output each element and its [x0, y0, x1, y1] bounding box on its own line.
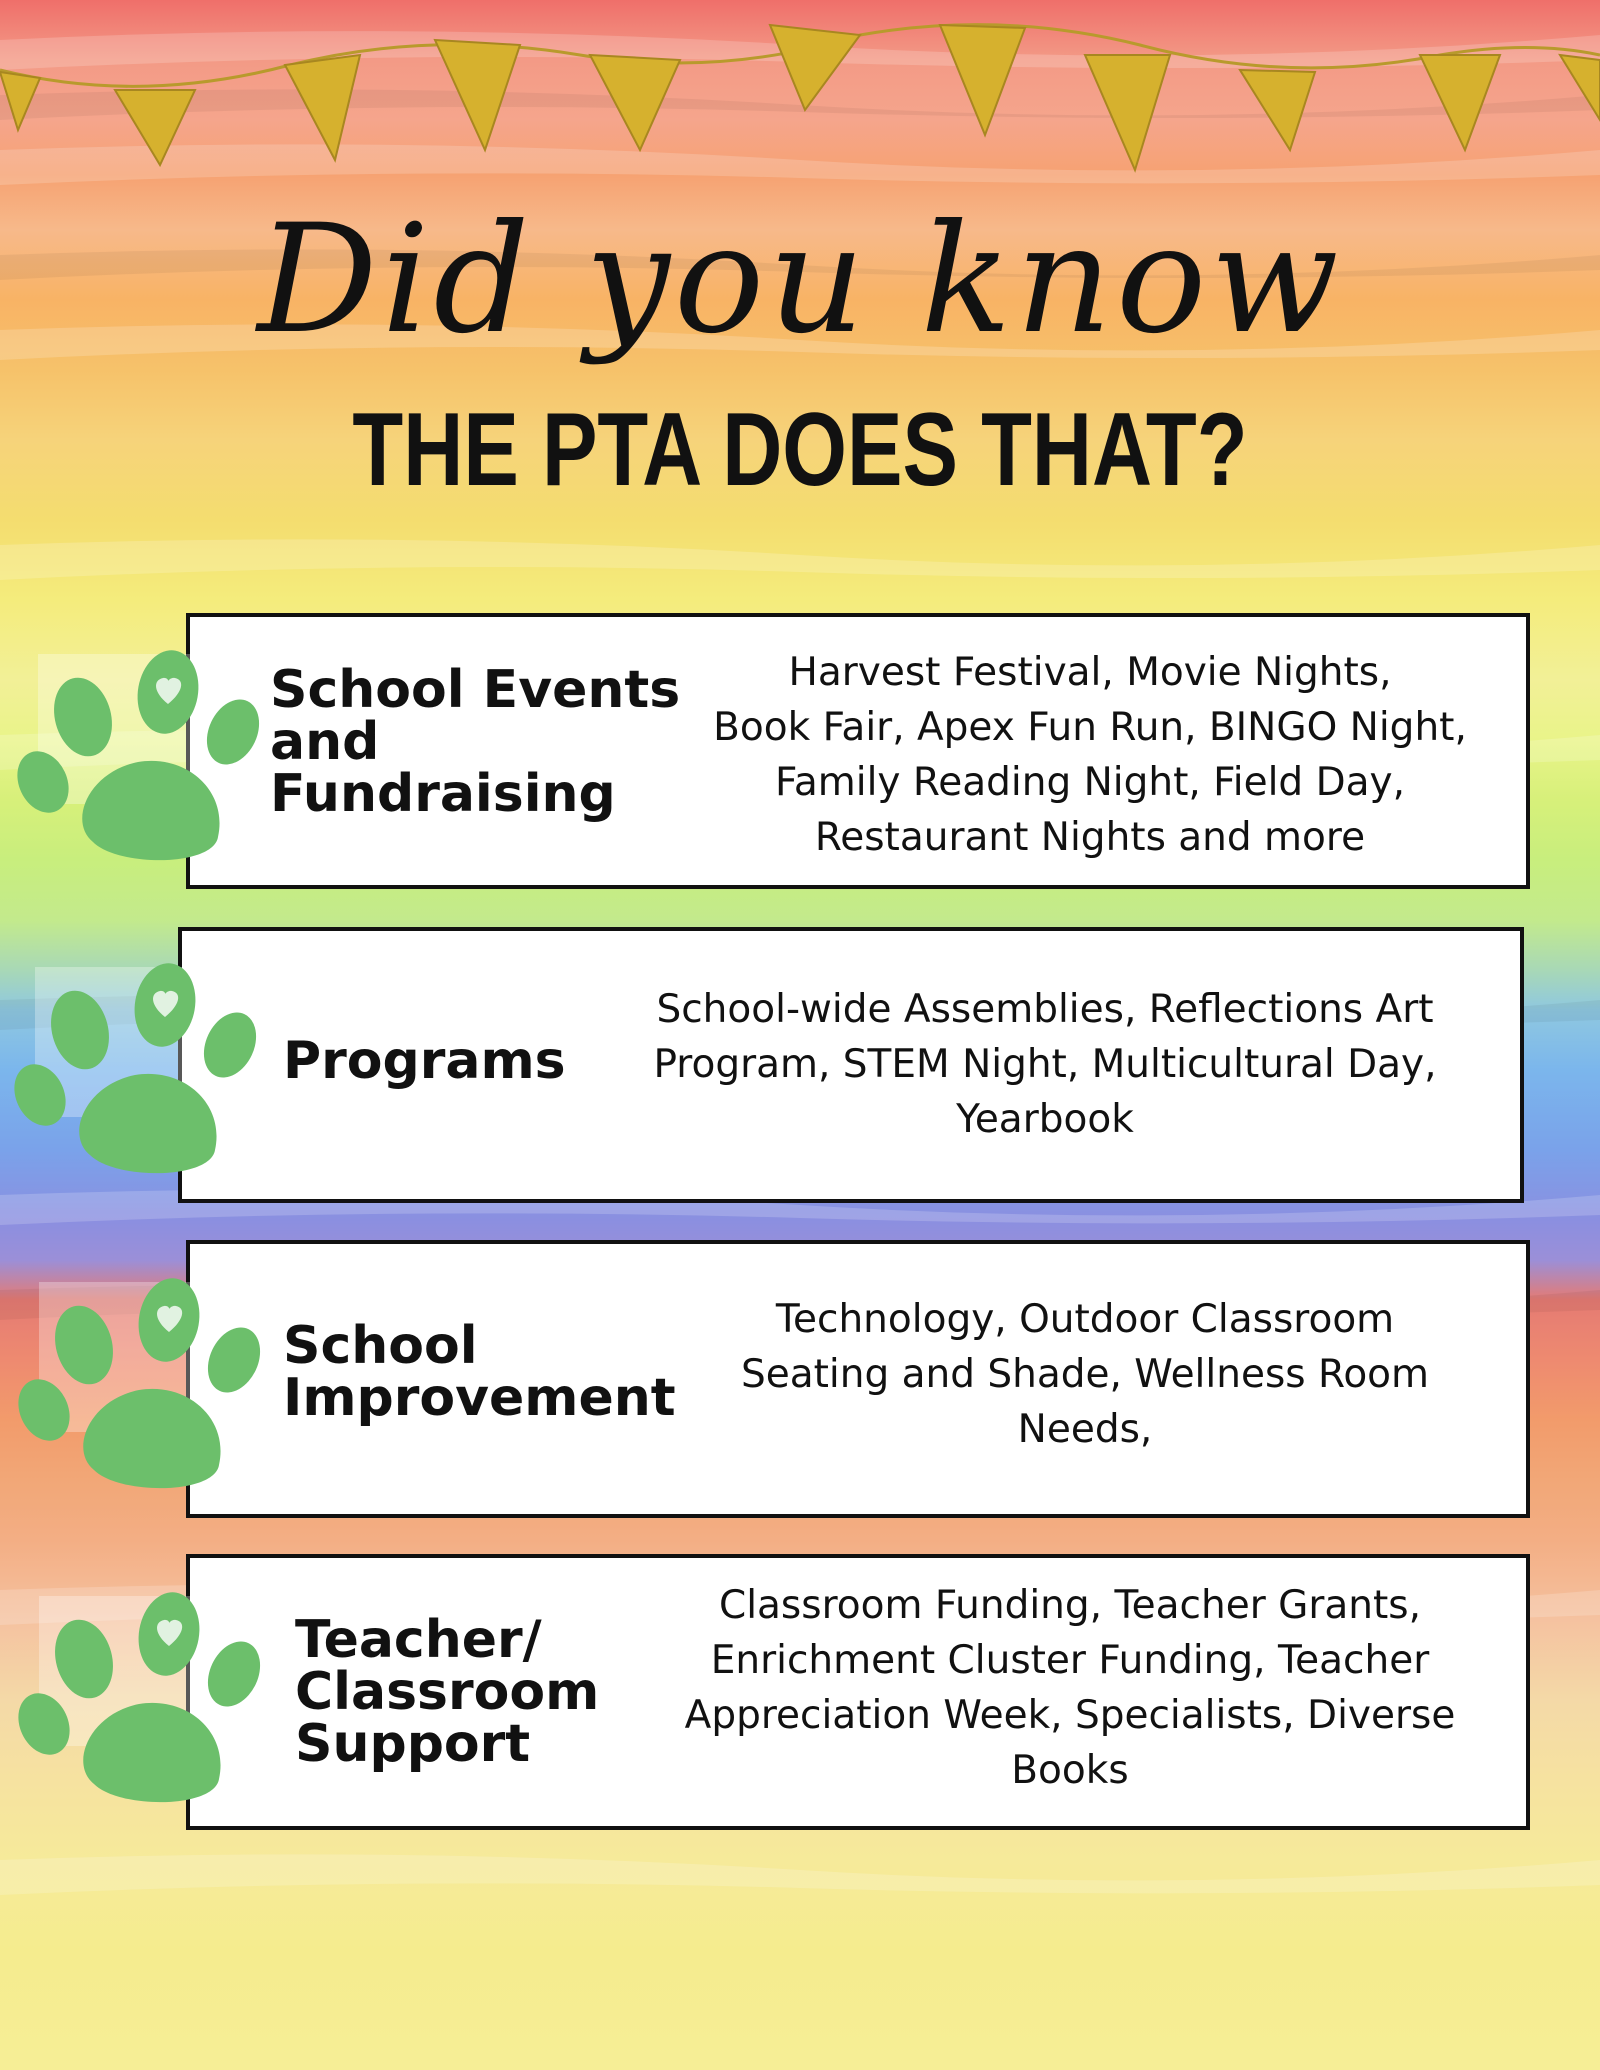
description-line: Family Reading Night, Field Day, [775, 760, 1405, 805]
card-description [695, 1292, 1475, 1457]
card-description [640, 1578, 1500, 1798]
card-label: Programs [283, 1031, 566, 1091]
description-line: Book Fair, Apex Fun Run, BINGO Night, [713, 705, 1467, 750]
description-line: Restaurant Nights and more [814, 815, 1366, 860]
description-line: Program, STEM Night, Multicultural Day, [653, 1042, 1437, 1087]
description-line: Books [1011, 1748, 1129, 1793]
card-description [665, 645, 1515, 865]
description-line: Appreciation Week, Specialists, Diverse [684, 1693, 1456, 1738]
description-line: Yearbook [956, 1097, 1134, 1142]
card-label: Teacher/ Classroom Support [295, 1610, 600, 1774]
description-line: Needs, [1017, 1407, 1153, 1452]
card-label: School Events and Fundraising [270, 660, 681, 824]
description-line: Technology, Outdoor Classroom [775, 1297, 1395, 1342]
gold-bunting-banner [0, 0, 1600, 180]
paw-print-icon [5, 955, 265, 1185]
description-line: Classroom Funding, Teacher Grants, [718, 1583, 1422, 1628]
heading-script: Did you know [257, 193, 1343, 367]
description-line: School-wide Assemblies, Reflections Art [656, 987, 1434, 1032]
description-line: Seating and Shade, Wellness Room [740, 1352, 1430, 1397]
paw-print-icon [9, 1584, 269, 1814]
card-description [615, 982, 1475, 1147]
description-line: Enrichment Cluster Funding, Teacher [710, 1638, 1430, 1683]
heading-main: THE PTA DOES THAT? [352, 392, 1248, 508]
card-label: School Improvement [283, 1316, 676, 1428]
description-line: Harvest Festival, Movie Nights, [788, 650, 1392, 695]
paw-print-icon [9, 1270, 269, 1500]
paw-print-icon [8, 642, 268, 872]
